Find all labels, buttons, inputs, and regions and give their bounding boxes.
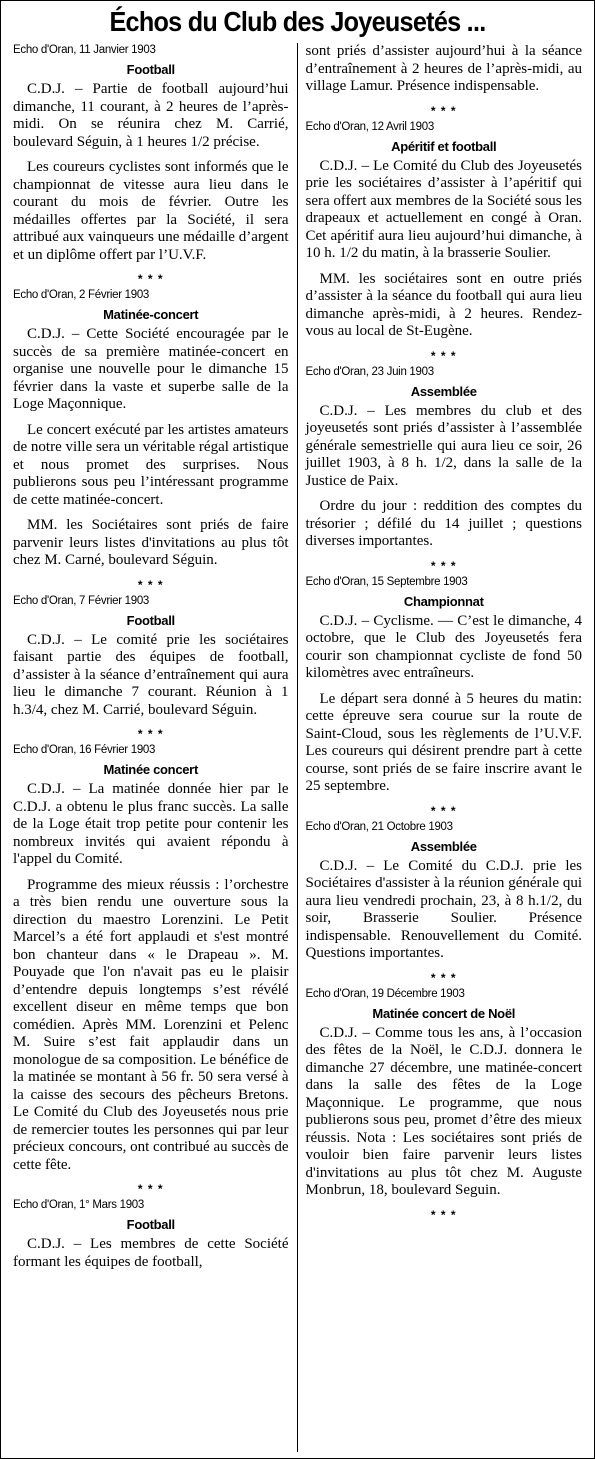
section-separator: * * * xyxy=(137,727,164,741)
article-paragraph: MM. les sociétaires sont en outre priés d’assister à la séance du football qui aura lieu dimanche après-midi, à 2 heures. Rendez-vous au local de St-Eugène. xyxy=(305,270,582,339)
article-paragraph: Le concert exécuté par les artistes amateurs de notre ville sera un véritable régal artistique et nous promet des surprises. Nous publierons sous peu l’intéressant programme de cette matinée-concert. xyxy=(13,421,289,508)
article xyxy=(13,288,289,570)
article-heading: Assemblée xyxy=(410,383,477,399)
article-paragraph: Programme des mieux réussis : l’orchestre a très bien rendu une ouverture sous la direction du maestro Lorenzini. Le Petit Marcel’s a été fort applaudi et s'est montré bon chanteur dans « le Drapeau ». M. Pouyade que l'on n'avait pas eu le plaisir d’entendre depuis longtemps s’est révélé excellent diseur en même temps que bon comédien. Après MM. Lorenzini et Pelenc M. Suire s’est fait applaudir dans un monologue de sa composition. Le bénéfice de la matinée se montant à 56 fr. 50 sera versé à la caisse des secours des pêcheurs Bretons. Le Comité du Club des Joyeusetés nous prie de remercier toutes les personnes qui par leur précieux concours, ont contribué au succès de cette fête. xyxy=(13,876,289,1173)
section-separator: * * * xyxy=(430,1207,457,1222)
article-paragraph: C.D.J. – Cette Société encouragée par le succès de sa première matinée-concert en organise une nouvelle pour le dimanche 15 février dans la vaste et superbe salle de la Loge Maçonnique. xyxy=(13,326,289,412)
article-heading: Matinée concert xyxy=(103,762,198,777)
article-heading: Football xyxy=(126,62,175,77)
article-paragraph: C.D.J. – Partie de football aujourd’hui dimanche, 11 courant, à 2 heures de l’après-midi. On se réunira chez M. Carrié, boulevard Séguin, à 1 heures 1/2 précise. xyxy=(13,81,289,150)
article-paragraph: C.D.J. – Le Comité du C.D.J. prie les Sociétaires d'assister à la réunion générale qui aura lieu vendredi prochain, 23, à 8 h.1/2, du soir, Brasserie Soulier. Présence indispensable. Renouvellement du Comité. Questions importantes. xyxy=(305,857,582,961)
section-separator: * * * xyxy=(137,577,164,592)
article-paragraph: sont priés d’assister aujourd’hui à la séance d’entraînement à 2 heures de l’après-midi, au village Lamur. Présence indispensable. xyxy=(305,43,582,94)
article-source-date: Echo d'Oran, 1° Mars 1903 xyxy=(13,1199,144,1211)
article-paragraph: C.D.J. – Le Comité du Club des Joyeusetés prie les sociétaires d’assister à l’apéritif qui sera offert aux membres de la Société sous les drapeaux et actuellement en congé à Oran. Cet apéritif aura lieu aujourd’hui dimanche, à 10 h. 1/2 du matin, à la brasserie Soulier. xyxy=(305,157,582,261)
article-source-date: Echo d'Oran, 23 Juin 1903 xyxy=(305,365,434,378)
article-paragraph: Ordre du jour : reddition des comptes du trésorier ; défilé du 14 juillet ; questions diverses importantes. xyxy=(305,498,582,549)
left-column xyxy=(13,43,298,1452)
section-separator: * * * xyxy=(137,1182,164,1196)
article-columns xyxy=(13,43,582,1452)
article xyxy=(306,820,583,963)
article-paragraph: Le départ sera donné à 5 heures du matin: cette épreuve sera courue sur la route de Saint-Cloud, sous les règlements de l’U.V.F. Les coureurs qui désirent prendre part à cette course, sont priés de se faire inscrire avant le 25 septembre. xyxy=(305,690,582,794)
article-source-date: Echo d'Oran, 15 Septembre 1903 xyxy=(305,575,468,588)
article-source-date: Echo d'Oran, 12 Avril 1903 xyxy=(305,120,434,133)
section-separator: * * * xyxy=(430,103,457,118)
article-heading: Matinée concert de Noël xyxy=(372,1005,516,1021)
article xyxy=(306,987,583,1200)
article xyxy=(13,743,289,1174)
article-heading: Matinée-concert xyxy=(103,307,199,322)
article-heading: Assemblée xyxy=(410,838,477,854)
article-heading: Football xyxy=(126,1217,175,1232)
section-separator: * * * xyxy=(137,272,164,286)
section-separator: * * * xyxy=(430,348,457,363)
article-source-date: Echo d'Oran, 21 Octobre 1903 xyxy=(305,820,453,833)
article-paragraph: C.D.J. – La matinée donnée hier par le C.D.J. a obtenu le plus franc succès. La salle de la Loge était trop petite pour contenir les nombreux invités qui avaient répondu à l'appel du Comité. xyxy=(13,781,289,867)
article-paragraph: C.D.J. – Les membres de cette Société formant les équipes de football, xyxy=(13,1236,289,1270)
article xyxy=(13,43,289,264)
article-paragraph: Les coureurs cyclistes sont informés que le championnat de vitesse aura lieu dans le courant du mois de février. Outre les médailles offertes par la Société, il sera attribué aux vainqueurs une médaille d’argent et un diplôme offert par l’U.V.F. xyxy=(13,159,289,263)
article-heading: Football xyxy=(126,612,175,628)
article-source-date: Echo d'Oran, 11 Janvier 1903 xyxy=(13,44,156,56)
article-heading: Apéritif et football xyxy=(391,138,497,154)
article xyxy=(306,575,583,796)
section-separator: * * * xyxy=(430,558,457,573)
article-source-date: Echo d'Oran, 2 Février 1903 xyxy=(13,289,150,301)
article-paragraph: C.D.J. – Les membres du club et des joyeusetés sont priés d’assister à l’assemblée générale semestrielle qui aura lieu ce soir, 26 juillet 1903, à 8 h. 1/2, dans la salle de la Justice de Paix. xyxy=(305,402,582,489)
article xyxy=(13,594,289,720)
section-separator: * * * xyxy=(430,803,457,818)
article xyxy=(306,43,583,96)
page-title: Échos du Club des Joyeusetés ... xyxy=(109,6,486,37)
article-paragraph: MM. les Sociétaires sont priés de faire parvenir leurs listes d'invitations au plus tôt chez M. Carné, boulevard Séguin. xyxy=(13,517,289,568)
right-column xyxy=(298,43,583,1452)
article-paragraph: C.D.J. – Le comité prie les sociétaires faisant partie des équipes de football, d’assister à la séance d’entraînement qui aura lieu le dimanche 7 courant. Réunion à 1 h.3/4, chez M. Carrié, boulevard Séguin. xyxy=(13,631,289,718)
article xyxy=(306,365,583,551)
article-source-date: Echo d'Oran, 7 Février 1903 xyxy=(13,594,150,607)
article-paragraph: C.D.J. – Comme tous les ans, à l’occasion des fêtes de la Noël, le C.D.J. donnera le dimanche 27 décembre, une matinée-concert dans la salle des fêtes de la Loge Maçonnique. Le programme, que nous publierons sous peu, promet d’être des mieux réussis. Nota : Les sociétaires sont priés de vouloir bien faire parvenir leurs listes d'invitations au plus tôt chez M. Auguste Monbrun, 18, boulevard Seguin. xyxy=(305,1024,582,1198)
article-source-date: Echo d'Oran, 16 Février 1903 xyxy=(13,744,156,756)
article-heading: Championnat xyxy=(403,593,484,609)
article xyxy=(306,120,583,341)
article-source-date: Echo d'Oran, 19 Décembre 1903 xyxy=(305,987,465,1000)
section-separator: * * * xyxy=(430,970,457,985)
article xyxy=(13,1198,289,1271)
article-paragraph: C.D.J. – Cyclisme. — C’est le dimanche, 4 octobre, que le Club des Joyeusetés fera courir son championnat cycliste de fond 50 kilomètres avec entraîneurs. xyxy=(305,612,582,681)
